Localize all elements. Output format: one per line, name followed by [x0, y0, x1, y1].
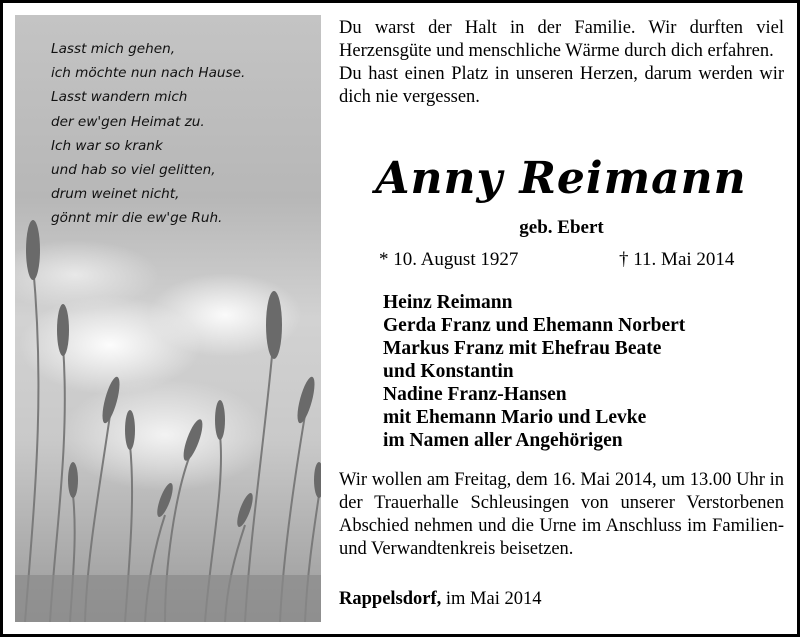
signature-date: im Mai 2014 — [445, 589, 542, 609]
wheat-field-image — [15, 15, 321, 622]
intro-paragraph: Du hast einen Platz in unseren Herzen, darum werden wir dich nie vergessen. — [339, 64, 784, 107]
poem-line: und hab so viel gelitten, — [51, 162, 216, 179]
poem — [51, 37, 321, 231]
birth-name: geb. Ebert — [519, 217, 604, 238]
deceased-name: Anny Reimann — [375, 153, 747, 204]
family-line: Gerda Franz und Ehemann Norbert — [383, 315, 686, 336]
signature-line — [339, 589, 784, 610]
family-line: mit Ehemann Mario und Levke — [383, 407, 647, 428]
family-line: und Konstantin — [383, 361, 514, 382]
family-line: Markus Franz mit Ehefrau Beate — [383, 338, 662, 359]
intro-text — [339, 17, 784, 109]
birth-date: * 10. August 1927 — [379, 249, 519, 270]
funeral-notice: Wir wollen am Freitag, dem 16. Mai 2014, um 13.00 Uhr in der Trauerhalle Schleusingen von unserer Verstorbenen Abschied nehmen und die Urne im Anschluss im Familien- und Verwandtenkreis beisetzen. — [339, 470, 784, 559]
poem-line: der ew'gen Heimat zu. — [51, 113, 205, 130]
poem-line: Ich war so krank — [51, 137, 163, 154]
obituary-text-column — [339, 17, 784, 609]
intro-paragraph: Du warst der Halt in der Familie. Wir durften viel Herzensgüte und menschliche Wärme durch dich erfahren. — [339, 18, 784, 61]
poem-line: drum weinet nicht, — [51, 186, 180, 203]
poem-line: gönnt mir die ew'ge Ruh. — [51, 210, 223, 227]
family-line: Heinz Reimann — [383, 292, 513, 313]
family-line: Nadine Franz-Hansen — [383, 384, 567, 405]
family-list — [383, 291, 783, 452]
poem-line: Lasst mich gehen, — [51, 41, 176, 57]
poem-line: ich möchte nun nach Hause. — [51, 65, 246, 82]
death-date: † 11. Mai 2014 — [619, 249, 735, 270]
poem-line: Lasst wandern mich — [51, 89, 188, 106]
family-line: im Namen aller Angehörigen — [383, 430, 623, 451]
life-dates — [379, 249, 779, 271]
signature-place: Rappelsdorf, — [339, 589, 442, 609]
